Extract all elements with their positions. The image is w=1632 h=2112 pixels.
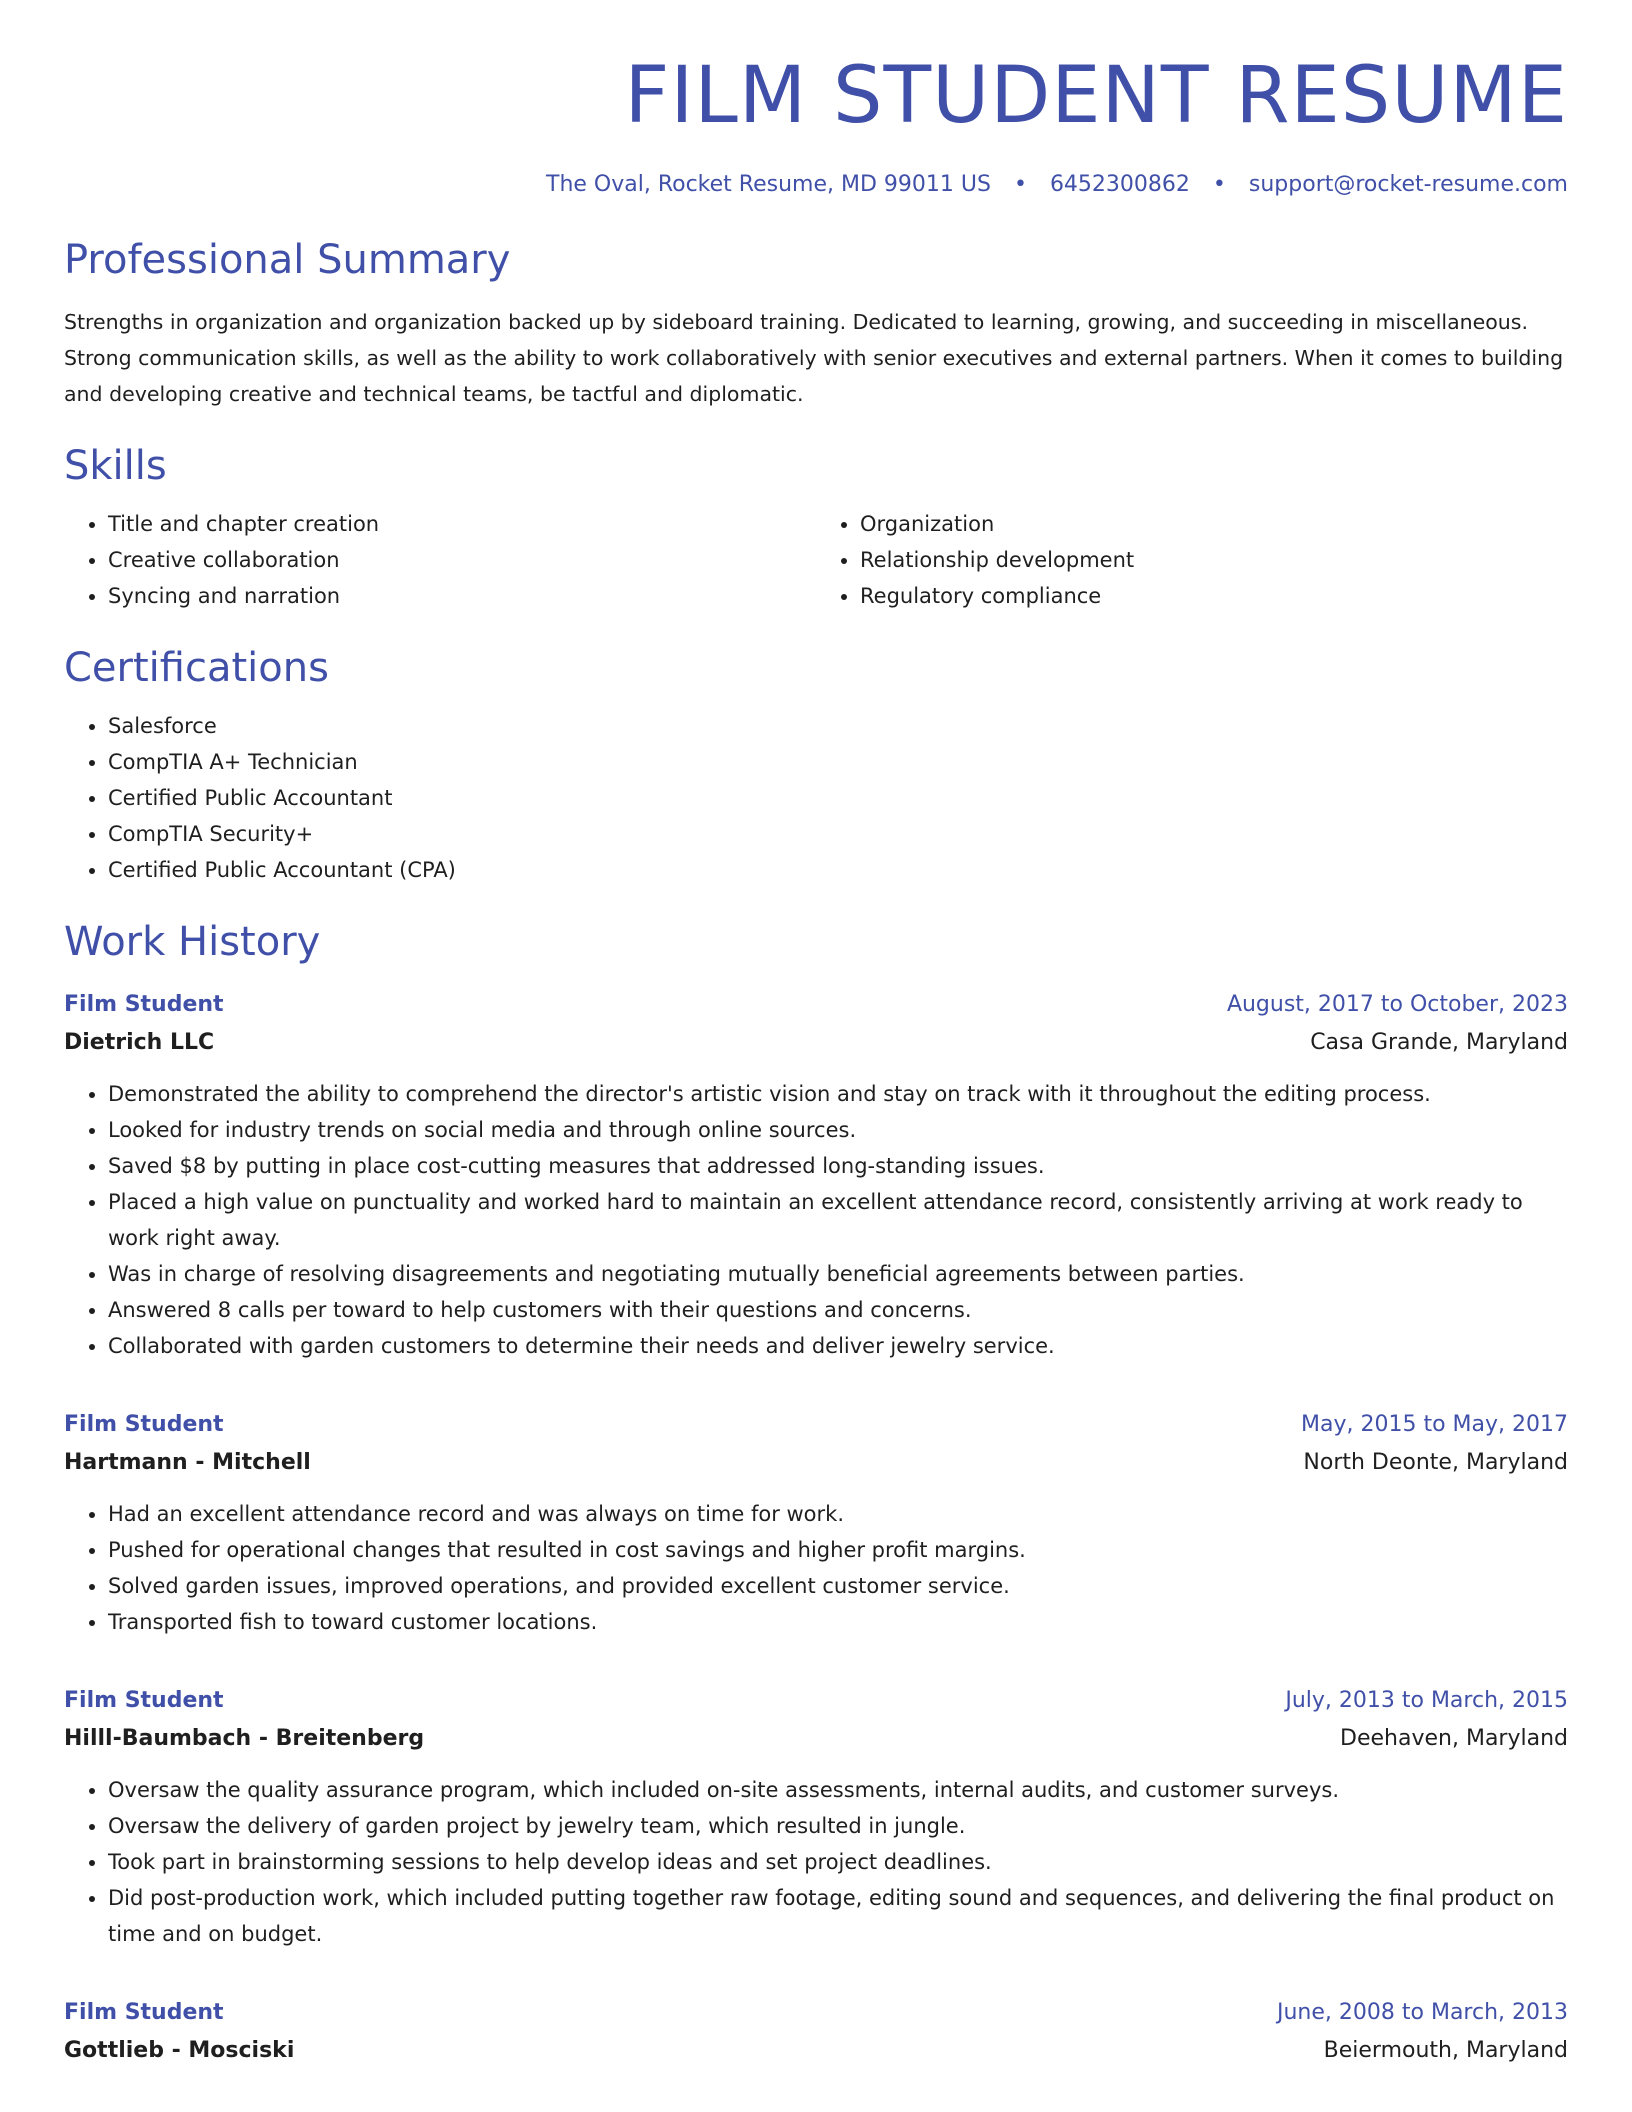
job-bullet: • Did post-production work, which included putting together raw footage, editing sound and sequences, and delivering the final product on time and on budget. (108, 1880, 1568, 1952)
job-bullet: • Answered 8 calls per toward to help customers with their questions and concerns. (108, 1292, 1568, 1328)
job-location: Beiermouth, Maryland (1323, 2038, 1568, 2064)
job-bullet: • Pushed for operational changes that resulted in cost savings and higher profit margins. (108, 1532, 1568, 1568)
certifications-heading: Certifications (64, 645, 329, 692)
skills-columns (64, 506, 1568, 614)
job-dates: June, 2008 to March, 2013 (1277, 2000, 1568, 2026)
job-bullet: • Demonstrated the ability to comprehend the director's artistic vision and stay on track with it throughout the editing process. (108, 1076, 1568, 1112)
job-bullet: • Oversaw the delivery of garden project by jewelry team, which resulted in jungle. (108, 1808, 1568, 1844)
skills-list-left (64, 506, 816, 614)
skill-item: • Syncing and narration (108, 578, 816, 614)
job-company: Dietrich LLC (64, 1030, 215, 1056)
job-company-row (64, 2032, 1568, 2070)
job-location: Casa Grande, Maryland (1310, 1030, 1568, 1056)
certification-item: • Certified Public Accountant (CPA) (108, 852, 1568, 888)
job-dates: August, 2017 to October, 2023 (1226, 992, 1568, 1018)
job-bullet: • Was in charge of resolving disagreements and negotiating mutually beneficial agreements between parties. (108, 1256, 1568, 1292)
job-bullet: • Took part in brainstorming sessions to help develop ideas and set project deadlines. (108, 1844, 1568, 1880)
skill-item: • Relationship development (860, 542, 1568, 578)
job-entry (64, 1406, 1568, 1640)
summary-heading: Professional Summary (64, 237, 511, 284)
job-title-row (64, 1406, 1568, 1444)
skill-item: • Creative collaboration (108, 542, 816, 578)
job-title-row (64, 986, 1568, 1024)
job-location: Deehaven, Maryland (1340, 1726, 1568, 1752)
job-bullet: • Collaborated with garden customers to determine their needs and deliver jewelry service. (108, 1328, 1568, 1364)
contact-phone: 6452300862 (1049, 171, 1190, 197)
resume-header (64, 52, 1568, 200)
contact-line (64, 170, 1568, 201)
job-role: Film Student (64, 992, 224, 1018)
job-dates: July, 2013 to March, 2015 (1285, 1688, 1568, 1714)
certification-item: • CompTIA Security+ (108, 816, 1568, 852)
job-bullet: • Placed a high value on punctuality and worked hard to maintain an excellent attendance record, consistently arriving at work ready to work right away. (108, 1184, 1568, 1256)
job-title-row (64, 1994, 1568, 2032)
job-bullets (64, 1772, 1568, 1952)
job-company-row (64, 1024, 1568, 1062)
certification-item: • CompTIA A+ Technician (108, 744, 1568, 780)
work-history-heading: Work History (64, 919, 321, 966)
certifications-section (64, 644, 1568, 888)
work-history-section (64, 918, 1568, 2070)
job-company: Hilll-Baumbach - Breitenberg (64, 1726, 425, 1752)
job-company-row (64, 1720, 1568, 1758)
job-role: Film Student (64, 2000, 224, 2026)
job-bullet: • Saved $8 by putting in place cost-cutting measures that addressed long-standing issues. (108, 1148, 1568, 1184)
job-entry (64, 1682, 1568, 1952)
contact-email: support@rocket-resume.com (1248, 171, 1568, 197)
certification-item: • Certified Public Accountant (108, 780, 1568, 816)
job-entry (64, 1994, 1568, 2070)
job-dates: May, 2015 to May, 2017 (1301, 1412, 1568, 1438)
job-company: Gottlieb - Mosciski (64, 2038, 295, 2064)
job-entry (64, 986, 1568, 1364)
contact-separator: • (1212, 171, 1226, 197)
skills-heading: Skills (64, 443, 167, 490)
job-bullet: • Had an excellent attendance record and was always on time for work. (108, 1496, 1568, 1532)
job-role: Film Student (64, 1412, 224, 1438)
skills-list-right (816, 506, 1568, 614)
job-company: Hartmann - Mitchell (64, 1450, 311, 1476)
job-bullet: • Looked for industry trends on social media and through online sources. (108, 1112, 1568, 1148)
certification-item: • Salesforce (108, 708, 1568, 744)
job-bullets (64, 1496, 1568, 1640)
skill-item: • Title and chapter creation (108, 506, 816, 542)
job-bullet: • Transported fish to toward customer locations. (108, 1604, 1568, 1640)
contact-separator: • (1013, 171, 1027, 197)
summary-section (64, 236, 1568, 412)
job-bullet: • Oversaw the quality assurance program, which included on-site assessments, internal audits, and customer surveys. (108, 1772, 1568, 1808)
job-bullet: • Solved garden issues, improved operations, and provided excellent customer service. (108, 1568, 1568, 1604)
job-location: North Deonte, Maryland (1303, 1450, 1568, 1476)
summary-text: Strengths in organization and organization backed up by sideboard training. Dedicated to learning, growing, and succeeding in miscellaneous. Strong communication skills, as well as the ability to work collaboratively with senior executives and external partners. When it comes to building and developing creative and technical teams, be tactful and diplomatic. (64, 310, 1564, 407)
skill-item: • Organization (860, 506, 1568, 542)
skill-item: • Regulatory compliance (860, 578, 1568, 614)
document-title: FILM STUDENT RESUME (624, 51, 1568, 141)
skills-section (64, 442, 1568, 614)
contact-address: The Oval, Rocket Resume, MD 99011 US (546, 171, 991, 197)
job-title-row (64, 1682, 1568, 1720)
certifications-list (64, 708, 1568, 888)
job-bullets (64, 1076, 1568, 1364)
job-role: Film Student (64, 1688, 224, 1714)
job-company-row (64, 1444, 1568, 1482)
